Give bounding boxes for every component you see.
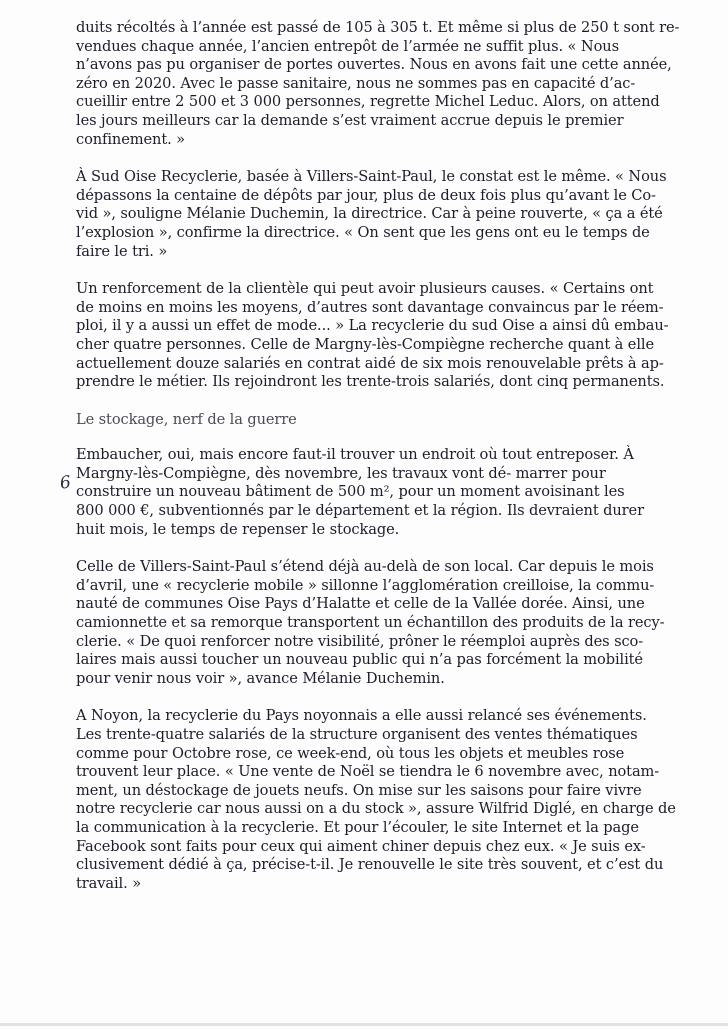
text-line: Facebook sont faits pour ceux qui aiment chiner depuis chez eux. « Je suis ex-: [76, 837, 646, 855]
paragraph-2: [76, 168, 666, 261]
text-line: de moins en moins les moyens, d’autres sont davantage convaincus par le réem-: [76, 298, 664, 316]
text-line: Celle de Villers-Saint-Paul s’étend déjà au-delà de son local. Car depuis le mois: [76, 558, 654, 576]
text-line: actuellement douze salariés en contrat aidé de six mois renouvelable prêts à ap-: [76, 354, 664, 372]
text-line: travail. »: [76, 874, 142, 892]
text-line: camionnette et sa remorque transportent un échantillon des produits de la recy-: [76, 614, 665, 632]
text-line: cueillir entre 2 500 et 3 000 personnes, regrette Michel Leduc. Alors, on attend: [76, 93, 660, 111]
text-line: les jours meilleurs car la demande s’est vraiment accrue depuis le premier: [76, 111, 624, 129]
handwritten-annotation: 6: [58, 472, 73, 494]
text-line: l’explosion », confirme la directrice. « On sent que les gens ont eu le temps de: [76, 223, 650, 241]
text-line: clusivement dédié à ça, précise-t-il. Je renouvelle le site très souvent, et c’est du: [76, 856, 664, 874]
paragraph-6: [76, 707, 676, 893]
text-line: d’avril, une « recyclerie mobile » sillonne l’agglomération creilloise, la commu-: [76, 576, 655, 594]
text-line: Margny-lès-Compiègne, dès novembre, les travaux vont dé- marrer pour: [76, 464, 606, 482]
text-line: ploi, il y a aussi un effet de mode... » La recyclerie du sud Oise a ainsi dû embau-: [76, 317, 669, 335]
text-line: huit mois, le temps de repenser le stockage.: [76, 520, 400, 538]
text-line: la communication à la recyclerie. Et pour l’écouler, le site Internet et la page: [76, 818, 639, 836]
paragraph-4: [76, 446, 666, 539]
text-line: comme pour Octobre rose, ce week-end, où tous les objets et meubles rose: [76, 744, 625, 762]
text-line: Embaucher, oui, mais encore faut-il trouver un endroit où tout entreposer. À: [76, 446, 634, 464]
text-line: faire le tri. »: [76, 242, 168, 260]
text-line: trouvent leur place. « Une vente de Noël se tiendra le 6 novembre avec, notam-: [76, 763, 660, 781]
text-line: Un renforcement de la clientèle qui peut avoir plusieurs causes. « Certains ont: [76, 280, 654, 298]
section-subheading: Le stockage, nerf de la guerre: [76, 410, 297, 428]
text-line: notre recyclerie car nous aussi on a du stock », assure Wilfrid Diglé, en charge de: [76, 800, 676, 818]
text-line: clerie. « De quoi renforcer notre visibilité, prôner le réemploi auprès des sco-: [76, 632, 644, 650]
text-line: A Noyon, la recyclerie du Pays noyonnais a elle aussi relancé ses événements.: [76, 707, 647, 725]
text-line: construire un nouveau bâtiment de 500 m², pour un moment avoisinant les: [76, 483, 625, 501]
article-body: [76, 19, 680, 912]
text-line: prendre le métier. Ils rejoindront les trente-trois salariés, dont cinq permanents.: [76, 373, 665, 391]
text-line: nauté de communes Oise Pays d’Halatte et celle de la Vallée dorée. Ainsi, une: [76, 595, 645, 613]
text-line: ment, un déstockage de jouets neufs. On mise sur les saisons pour faire vivre: [76, 781, 642, 799]
text-line: dépassons la centaine de dépôts par jour, plus de deux fois plus qu’avant le Co-: [76, 186, 656, 204]
scan-edge-divider: [0, 1023, 728, 1026]
text-line: duits récoltés à l’année est passé de 105 à 305 t. Et même si plus de 250 t sont re-: [76, 19, 680, 36]
text-line: Les trente-quatre salariés de la structure organisent des ventes thématiques: [76, 726, 638, 743]
text-line: n’avons pas pu organiser de portes ouvertes. Nous en avons fait une cette année,: [76, 56, 672, 74]
text-line: confinement. »: [76, 130, 186, 148]
text-line: À Sud Oise Recyclerie, basée à Villers-Saint-Paul, le constat est le même. « Nous: [76, 168, 667, 186]
paragraph-5: [76, 558, 666, 688]
text-line: laires mais aussi toucher un nouveau public qui n’a pas forcément la mobilité: [76, 651, 643, 669]
text-line: 800 000 €, subventionnés par le département et la région. Ils devraient durer: [76, 502, 644, 520]
text-line: cher quatre personnes. Celle de Margny-lès-Compiègne recherche quant à elle: [76, 335, 654, 353]
text-line: pour venir nous voir », avance Mélanie Duchemin.: [76, 669, 445, 687]
text-line: vendues chaque année, l’ancien entrepôt de l’armée ne suffit plus. « Nous: [76, 37, 619, 55]
paragraph-1: [76, 19, 680, 149]
text-line: vid », souligne Mélanie Duchemin, la directrice. Car à peine rouverte, « ça a été: [76, 205, 663, 223]
paragraph-3: [76, 280, 669, 392]
text-line: zéro en 2020. Avec le passe sanitaire, nous ne sommes pas en capacité d’ac-: [76, 74, 636, 92]
